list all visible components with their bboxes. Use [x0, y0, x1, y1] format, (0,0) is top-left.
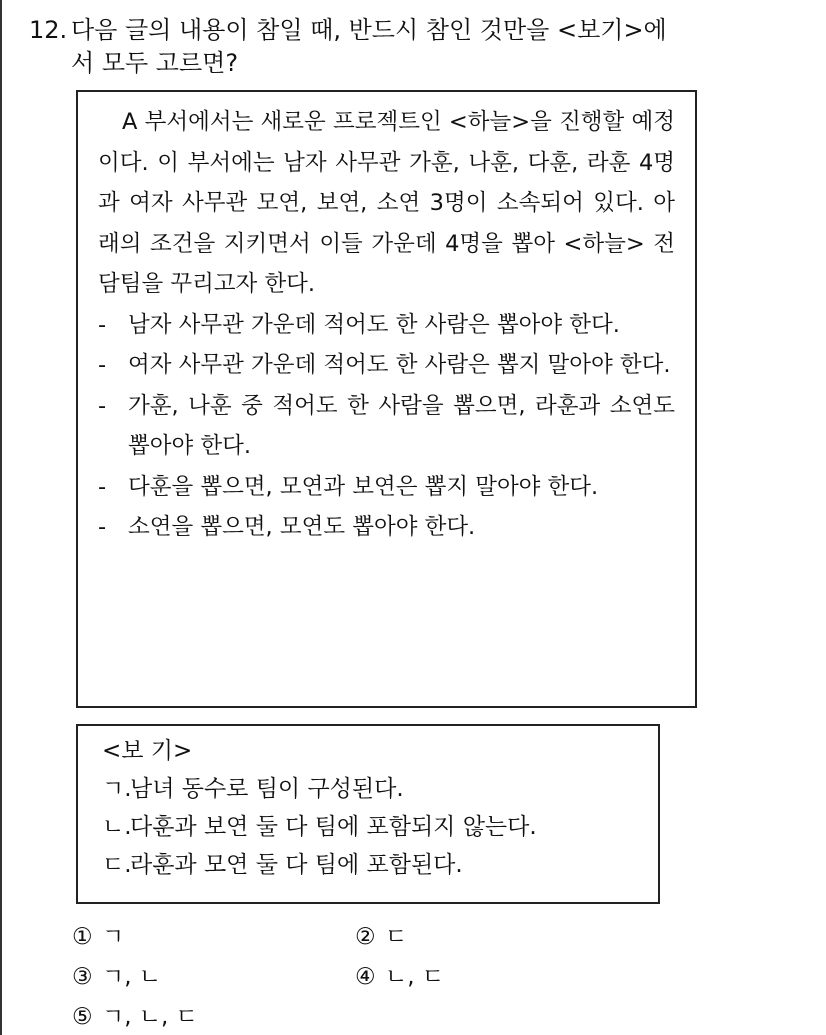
bogi-item: [102, 808, 634, 846]
bogi-item-text: 남녀 동수로 팀이 구성된다.: [130, 776, 404, 802]
condition-dash: -: [98, 514, 107, 540]
passage-box: [76, 90, 697, 708]
condition-item: [98, 467, 675, 508]
passage-intro: A 부서에서는 새로운 프로젝트인 <하늘>을 진행할 예정이다. 이 부서에는 남자 사무관 가훈, 나훈, 다훈, 라훈 4명과 여자 사무관 모연, 보연, 소연 3명이 소속되어 있다. 아래의 조건을 지키면서 이들 가운데 4명을 뽑아 <하늘> 전담팀을 꾸리고자 한다.: [98, 109, 675, 297]
condition-item: [98, 345, 675, 386]
choice-text: ㄱ: [102, 924, 125, 950]
answer-choice-3[interactable]: [72, 962, 161, 992]
condition-text: 다훈을 뽑으면, 모연과 보연은 뽑지 말아야 한다.: [128, 473, 599, 500]
answer-choice-5[interactable]: [72, 1002, 198, 1032]
question-text-line1: 다음 글의 내용이 참일 때, 반드시 참인 것만을 <보기>에: [71, 16, 667, 44]
question-text-line2: 서 모두 고르면?: [71, 49, 239, 77]
question-stem: [29, 14, 769, 80]
choice-number: ③: [72, 964, 93, 990]
choice-text: ㄱ, ㄴ: [102, 964, 162, 990]
choice-text: ㄴ, ㄷ: [385, 964, 445, 990]
condition-text: 소연을 뽑으면, 모연도 뽑아야 한다.: [128, 514, 476, 540]
condition-text: 여자 사무관 가운데 적어도 한 사람은 뽑지 말아야 한다.: [128, 352, 671, 378]
bogi-box: [76, 724, 660, 904]
choice-number: ⑤: [72, 1004, 93, 1030]
condition-dash: -: [98, 352, 107, 378]
condition-dash: -: [98, 392, 107, 419]
bogi-item-mark: ㄴ.: [102, 814, 132, 840]
page-left-border: [0, 0, 2, 1035]
choice-number: ②: [355, 924, 376, 950]
answer-choice-2[interactable]: [355, 922, 407, 952]
choice-text: ㄷ: [385, 924, 408, 950]
condition-item: [98, 305, 675, 346]
choice-text: ㄱ, ㄴ, ㄷ: [102, 1004, 198, 1030]
choice-number: ①: [72, 924, 93, 950]
bogi-item-mark: ㄱ.: [102, 776, 132, 802]
condition-text: 남자 사무관 가운데 적어도 한 사람은 뽑아야 한다.: [128, 311, 620, 338]
bogi-item-text: 다훈과 보연 둘 다 팀에 포함되지 않는다.: [130, 814, 537, 840]
bogi-item: [102, 846, 634, 884]
condition-item: [98, 507, 675, 548]
condition-dash: -: [98, 311, 107, 338]
answer-choice-1[interactable]: [72, 922, 124, 952]
condition-item: [98, 386, 675, 467]
bogi-title: <보 기>: [102, 738, 193, 764]
bogi-item-text: 라훈과 모연 둘 다 팀에 포함된다.: [130, 852, 463, 878]
choice-number: ④: [355, 964, 376, 990]
condition-dash: -: [98, 473, 107, 500]
condition-text: 가훈, 나훈 중 적어도 한 사람을 뽑으면, 라훈과 소연도 뽑아야 한다.: [128, 392, 675, 459]
bogi-item-mark: ㄷ.: [102, 852, 132, 878]
question-number: 12.: [29, 16, 68, 44]
answer-choice-4[interactable]: [355, 962, 444, 992]
bogi-item: [102, 770, 634, 808]
